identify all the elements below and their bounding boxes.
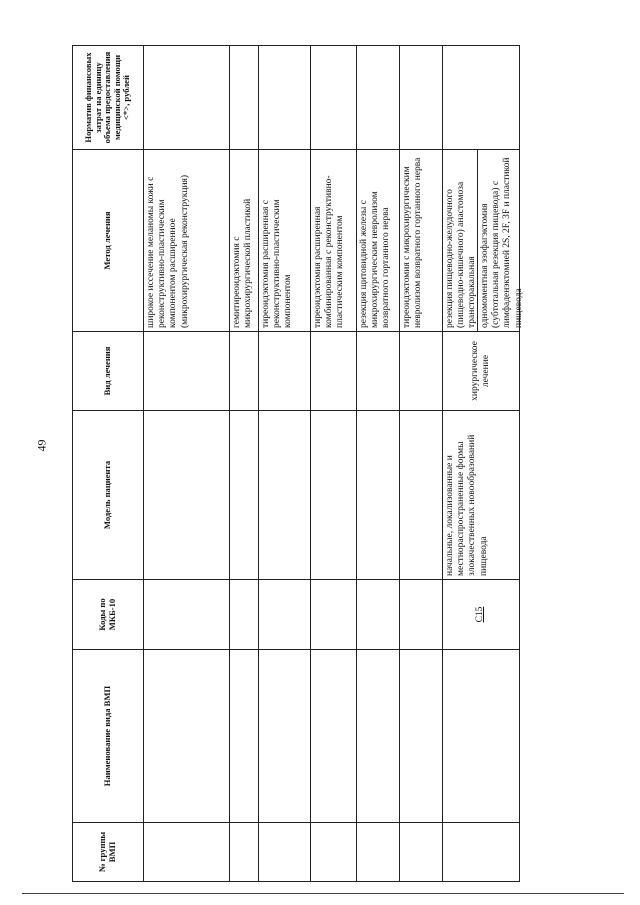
vmp-table: [72, 45, 524, 882]
cell-empty: [259, 332, 311, 411]
cell-empty: [230, 411, 259, 580]
header-vmp-name: Наименование вида ВМП: [73, 650, 144, 823]
cell-empty: [311, 580, 357, 650]
cell-empty: [144, 46, 230, 150]
cell-empty: [357, 332, 400, 411]
method-line: резекция пищеводно-желудочного (пищеводно-кишечного) анастомоза трансторакальная: [443, 150, 478, 331]
method-cell: тиреоидэктомия с микрохирургическим невролизом возвратного гортанного нерва: [400, 150, 443, 332]
cell-empty: [443, 650, 520, 823]
method-cell: гемитиреоидэктомия с микрохирургической пластикой: [230, 150, 259, 332]
cell-empty: [311, 823, 357, 882]
cell-empty: [311, 46, 357, 150]
cell-empty: [311, 332, 357, 411]
cell-empty: [230, 650, 259, 823]
method-cell-group: [443, 150, 524, 332]
header-group-number: № группы ВМП: [73, 823, 144, 882]
cell-empty: [443, 823, 520, 882]
cell-empty: [230, 46, 259, 150]
treatment-kind-cell: хирургическое лечение: [443, 332, 520, 411]
header-patient-model: Модель пациента: [73, 411, 144, 580]
cell-empty: [259, 650, 311, 823]
patient-model-cell: начальные, локализованные и местнораспространенные формы злокачественных новообразований пищевода: [443, 411, 520, 580]
cell-empty: [357, 46, 400, 150]
page-number: 49: [34, 439, 49, 452]
cell-empty: [400, 650, 443, 823]
table-row: [230, 46, 259, 882]
cell-empty: [400, 411, 443, 580]
cell-empty: [230, 332, 259, 411]
cell-empty: [311, 411, 357, 580]
cell-empty: [357, 823, 400, 882]
cell-empty: [144, 580, 230, 650]
cell-empty: [144, 332, 230, 411]
cell-empty: [144, 823, 230, 882]
cell-empty: [357, 650, 400, 823]
header-treatment-method: Метод лечения: [73, 150, 144, 332]
cell-empty: [357, 580, 400, 650]
cell-empty: [230, 823, 259, 882]
icd-code-cell: C15: [443, 580, 520, 650]
method-cell: широкое иссечение меланомы кожи с реконструктивно-пластическим компонентом расширенное (микрохирургическая реконструкция): [144, 150, 230, 332]
cell-empty: [259, 823, 311, 882]
cell-empty: [259, 411, 311, 580]
cell-empty: [259, 580, 311, 650]
header-row: [73, 46, 144, 882]
header-icd-codes: Коды по МКБ-10: [73, 580, 144, 650]
cell-empty: [400, 332, 443, 411]
cell-empty: [400, 580, 443, 650]
cell-empty: [311, 650, 357, 823]
rotated-sheet: [72, 46, 622, 882]
table-row: [311, 46, 357, 882]
cell-empty: [230, 580, 259, 650]
method-cell: тиреоидэктомия расширенная с реконструктивно-пластическим компонентом: [259, 150, 311, 332]
table-row: [259, 46, 311, 882]
cell-empty: [357, 411, 400, 580]
cell-empty: [400, 823, 443, 882]
table-frame: [72, 46, 622, 882]
cell-empty: [144, 650, 230, 823]
header-treatment-kind: Вид лечения: [73, 332, 144, 411]
method-cell: резекция щитовидной железы с микрохирургическим невролизом возвратного гортанного нерва: [357, 150, 400, 332]
table-row: [400, 46, 443, 882]
table-row: [357, 46, 400, 882]
header-cost-norm: Норматив финансовых затрат на единицу объема предоставления медицинской помощи <*>, рублей: [73, 46, 144, 150]
cell-empty: [443, 46, 520, 150]
cell-empty: [400, 46, 443, 150]
table-row: [443, 46, 520, 882]
cell-empty: [144, 411, 230, 580]
bottom-rule: [22, 893, 624, 894]
method-line: одномоментная эзофагэктомия (субтотальная резекция пищевода) с лимфаденэктомией 2S, 2F, 3F и пластикой пищевода: [480, 157, 524, 328]
method-cell: тиреоидэктомия расширенная комбинированная с реконструктивно-пластическим компонентом: [311, 150, 357, 332]
table-row: [144, 46, 230, 882]
cell-empty: [259, 46, 311, 150]
